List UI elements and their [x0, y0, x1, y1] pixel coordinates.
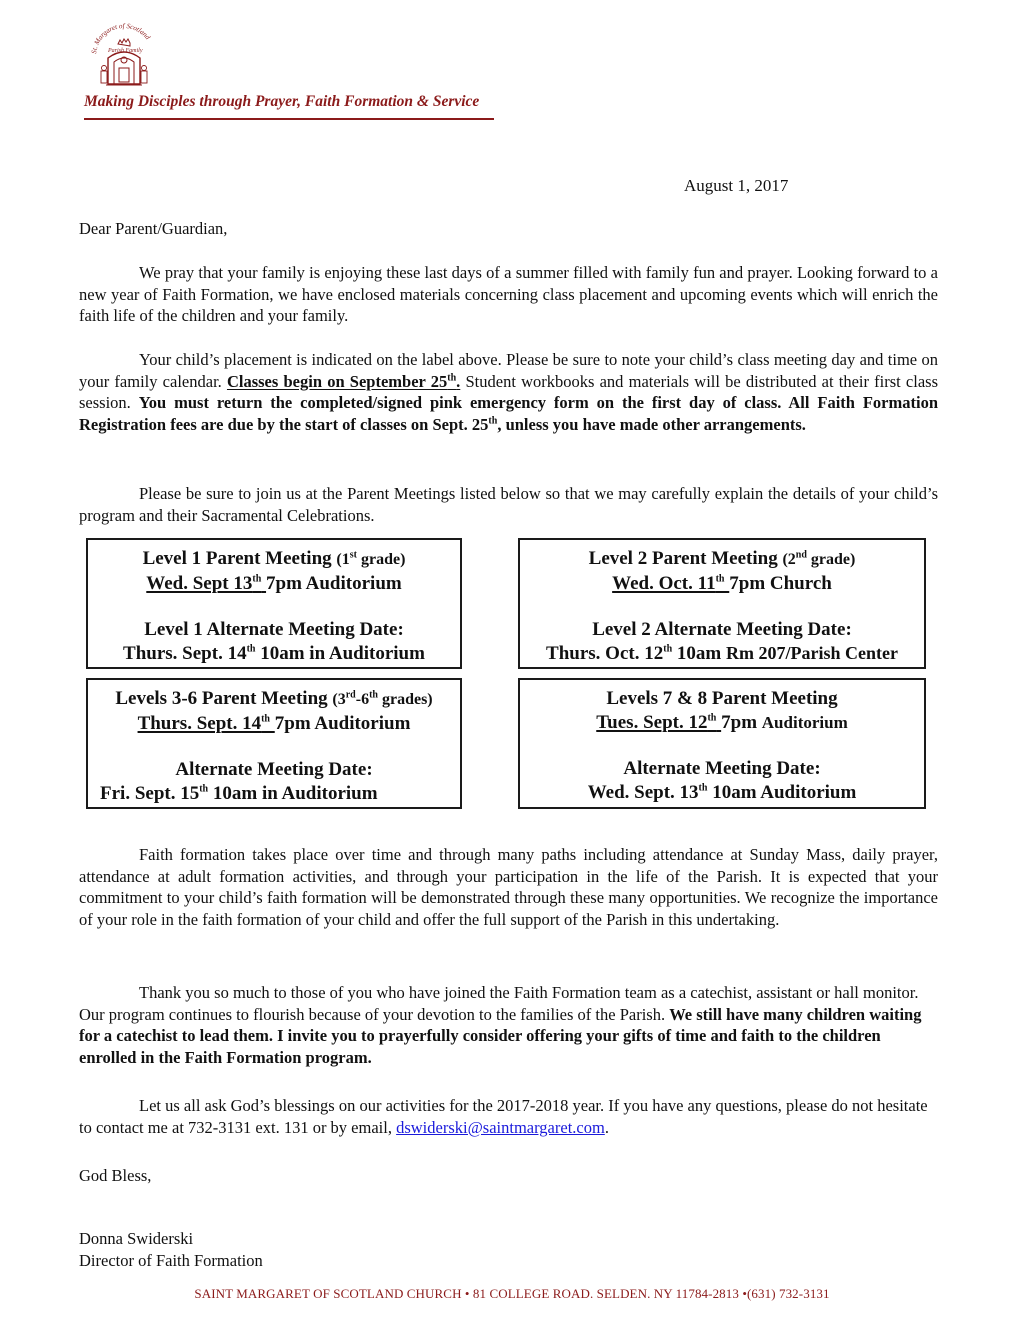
tagline-divider: [84, 118, 494, 120]
alternate-label: Level 1 Alternate Meeting Date:: [144, 619, 404, 640]
paragraph-text: Your child’s placement is indicated on the label above. Please be sure to note your child’s class meeting day and time on your family calendar.: [79, 350, 938, 391]
alternate-date: Thurs. Sept. 14th 10am in Auditorium: [123, 642, 425, 664]
alternate-label: Alternate Meeting Date:: [623, 758, 821, 779]
paragraph-text: Let us all ask God’s blessings on our activities for the 2017-2018 year. If you have any questions, please do not hesitate to contact me at 732-3131 ext. 131 or by email,: [79, 1096, 928, 1137]
meeting-box-level-2: [518, 538, 926, 669]
paragraph-parent-meetings: [79, 483, 938, 526]
meeting-date: Wed. Oct. 11th 7pm Church: [612, 572, 832, 594]
meeting-box-levels-7-8: [518, 678, 926, 809]
salutation: Dear Parent/Guardian,: [79, 219, 228, 238]
paragraph-text: Thank you so much to those of you who have joined the Faith Formation team as a catechist, assistant or hall monitor. Our program continues to flourish because of your devotion to the families of the Parish.: [79, 983, 919, 1024]
signature-title: Director of Faith Formation: [79, 1251, 263, 1270]
paragraph-catechists: [79, 982, 938, 1068]
meeting-title: Level 2 Parent Meeting (2nd grade): [588, 548, 856, 569]
parish-crest-icon: [84, 22, 164, 88]
paragraph-placement: [79, 349, 938, 435]
meeting-date: Tues. Sept. 12th 7pm Auditorium: [596, 711, 848, 733]
paragraph-text: We pray that your family is enjoying these last days of a summer filled with family fun and prayer. Looking forward to a new year of Faith Formation, we have enclosed materials concerning class placement and upcoming events which will enrich the faith life of the children and your family.: [79, 263, 938, 325]
closing: God Bless,: [79, 1166, 152, 1185]
alternate-label: Level 2 Alternate Meeting Date:: [592, 619, 852, 640]
emergency-form-notice: You must return the completed/signed pink emergency form on the first day of class. All Faith Formation Registration fees are due by the start of classes on Sept. 25th, unless you have made other arrangements.: [79, 393, 938, 434]
parish-tagline: Making Disciples through Prayer, Faith Formation & Service: [84, 93, 480, 110]
signature-name: Donna Swiderski: [79, 1229, 194, 1248]
meeting-date: Thurs. Sept. 14th 7pm Auditorium: [137, 712, 411, 734]
alternate-date: Thurs. Oct. 12th 10am Rm 207/Parish Center: [546, 642, 898, 664]
meeting-box-levels-3-6: [86, 678, 462, 809]
svg-text:Parish Family: Parish Family: [108, 48, 143, 54]
email-link[interactable]: dswiderski@saintmargaret.com: [396, 1117, 605, 1137]
letter-date: August 1, 2017: [684, 176, 789, 195]
meeting-title: Levels 7 & 8 Parent Meeting: [606, 688, 838, 709]
paragraph-contact: [79, 1095, 938, 1138]
meeting-date: Wed. Sept 13th 7pm Auditorium: [146, 572, 402, 594]
alternate-label: Alternate Meeting Date:: [175, 759, 373, 780]
svg-text:St. Margaret of Scotland: St. Margaret of Scotland: [90, 22, 152, 55]
paragraph-faith-formation: [79, 844, 938, 930]
paragraph-text: Faith formation takes place over time and through many paths including attendance at Sunday Mass, daily prayer, attendance at adult formation activities, and through your participation in the life of the Parish. It is expected that your commitment to your child’s faith formation will be demonstrated through these many opportunities. We recognize the importance of your role in the faith formation of your child and offer the full support of the Parish in this undertaking.: [79, 845, 938, 929]
punctuation: .: [604, 1117, 609, 1137]
meeting-title: Level 1 Parent Meeting (1st grade): [142, 548, 406, 569]
classes-begin-notice: Classes begin on September 25th.: [226, 371, 461, 391]
paragraph-text: Student workbooks and materials will be distributed at their first class session.: [79, 371, 939, 412]
alternate-date: Wed. Sept. 13th 10am Auditorium: [587, 781, 857, 803]
church-address-footer: SAINT MARGARET OF SCOTLAND CHURCH • 81 COLLEGE ROAD. SELDEN. NY 11784-2813 •(631) 732-3131: [194, 1286, 830, 1301]
paragraph-welcome: [79, 262, 938, 327]
catechist-appeal: We still have many children waiting for a catechist to lead them. I invite you to prayerfully consider offering your gifts of time and faith to the children enrolled in the Faith Formation program.: [79, 1004, 922, 1067]
meeting-box-level-1: [86, 538, 462, 669]
paragraph-text: Please be sure to join us at the Parent Meetings listed below so that we may carefully explain the details of your child’s program and their Sacramental Celebrations.: [79, 484, 938, 525]
meeting-title: Levels 3-6 Parent Meeting (3rd-6th grades): [115, 688, 433, 709]
alternate-date: Fri. Sept. 15th 10am in Auditorium: [100, 782, 378, 804]
